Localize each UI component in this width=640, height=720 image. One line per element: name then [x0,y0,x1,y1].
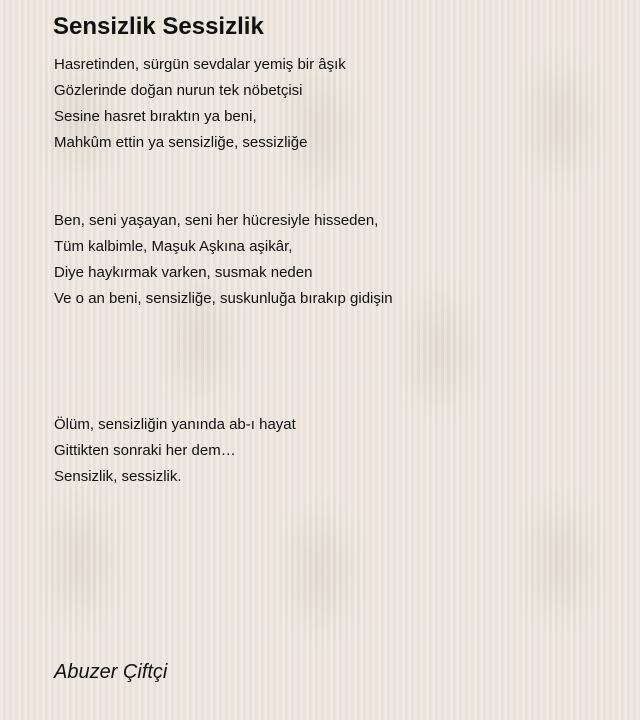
poem-line: Ve o an beni, sensizliğe, suskunluğa bırakıp gidişin [54,290,393,307]
poem-line: Sesine hasret bıraktın ya beni, [54,108,257,125]
poem-line: Diye haykırmak varken, susmak neden [54,264,313,281]
poem-line: Ölüm, sensizliğin yanında ab-ı hayat [54,416,296,433]
poem-stanza [54,208,393,312]
poem-line: Mahkûm ettin ya sensizliğe, sessizliğe [54,134,308,151]
poem-line: Sensizlik, sessizlik. [54,468,182,485]
poem-line: Gözlerinde doğan nurun tek nöbetçisi [54,82,303,99]
poem-line: Tüm kalbimle, Maşuk Aşkına aşikâr, [54,238,293,255]
poem-line: Gittikten sonraki her dem… [54,442,236,459]
poem-author: Abuzer Çiftçi [54,661,168,683]
poem-title: Sensizlik Sessizlik [53,13,264,40]
poem-line: Hasretinden, sürgün sevdalar yemiş bir âşık [54,56,346,73]
poem-line: Ben, seni yaşayan, seni her hücresiyle hisseden, [54,212,379,229]
poem-stanza [54,412,296,490]
poem-stanza [54,52,346,156]
